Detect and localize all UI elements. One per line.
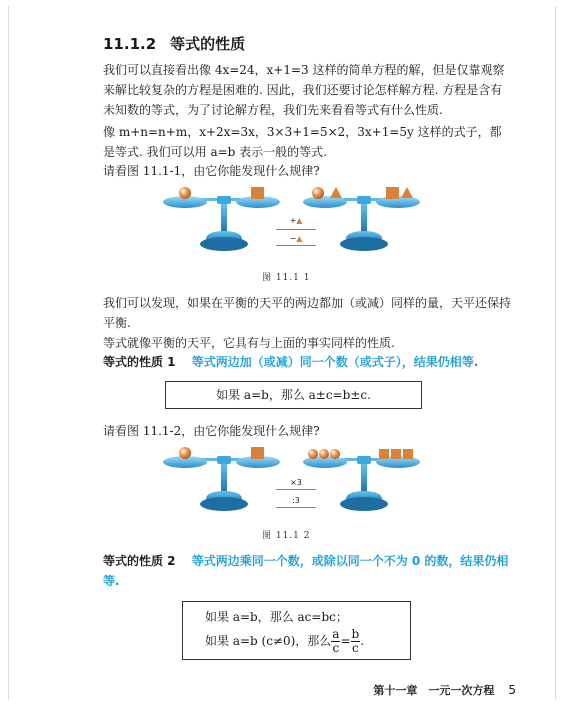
balance-right xyxy=(303,449,420,511)
section-title: 等式的性质 xyxy=(170,35,246,53)
section-heading xyxy=(103,33,245,54)
triangle-icon xyxy=(401,187,413,198)
formula-line-1: 如果 a=b，那么 ac=bc； xyxy=(205,610,348,624)
property-2-title: 等式的性质 2 xyxy=(103,554,176,568)
paragraph-6: 请看图 11.1-2，由它你能发现什么规律? xyxy=(103,424,320,438)
property-2 xyxy=(103,551,523,591)
ball-icon xyxy=(330,449,340,459)
property-1-formula-box: 如果 a=b，那么 a±c=b±c. xyxy=(165,381,422,409)
fraction-a-over-c: $\frac{a}{c}$ xyxy=(332,627,340,655)
property-1-title: 等式的性质 1 xyxy=(103,355,176,369)
balance-left xyxy=(163,447,280,511)
figure-1-caption: 图 11.1 1 xyxy=(262,273,311,283)
ball-icon xyxy=(308,449,318,459)
paragraph-3: 请看图 11.1-1，由它你能发现什么规律? xyxy=(103,164,320,178)
figure-1-line-top xyxy=(276,229,316,230)
chapter-label: 第十一章 一元一次方程 xyxy=(373,684,495,697)
paragraph-1: 我们可以直接看出像 4x=24，x+1=3 这样的简单方程的解，但是仅靠观察来解比较复杂的方程是困难的. 因此，我们还要讨论怎样解方程. 方程是含有未知数的等式，为了讨论解方程，我们先来看看等式有什么性质. xyxy=(103,63,505,117)
paragraph-4: 我们可以发现，如果在平衡的天平的两边都加（或减）同样的量，天平还保持平衡. xyxy=(103,296,512,330)
figure-1-add-label: +▲ xyxy=(289,216,303,225)
balance-left xyxy=(163,187,280,251)
section-number: 11.1.2 xyxy=(103,35,157,53)
figure-2-line-top xyxy=(276,489,316,490)
page-footer xyxy=(373,682,516,698)
fraction-b-over-c: $\frac{b}{c}$ xyxy=(351,627,360,655)
property-2-formula-box xyxy=(182,601,411,660)
cube-icon xyxy=(251,187,264,199)
ball-icon xyxy=(179,447,191,459)
ball-icon xyxy=(312,187,324,199)
cube-icon xyxy=(391,449,401,459)
ball-icon xyxy=(319,449,329,459)
figure-1-line-bottom xyxy=(276,245,316,246)
cube-icon xyxy=(403,449,413,459)
paragraph-2: 像 m+n=n+m，x+2x=3x，3×3+1=5×2，3x+1=5y 这样的式子，都是等式. 我们可以用 a=b 表示一般的等式. xyxy=(103,125,502,159)
figure-2-line-bottom xyxy=(276,507,316,508)
cube-icon xyxy=(379,449,389,459)
figure-1-sub-label: −▲ xyxy=(289,234,303,243)
figure-2-caption: 图 11.1 2 xyxy=(262,531,311,541)
cube-icon xyxy=(386,187,399,199)
triangle-icon xyxy=(330,187,342,198)
figure-2-mul-label: ×3 xyxy=(290,478,302,487)
ball-icon xyxy=(179,187,191,199)
balance-right xyxy=(303,187,420,251)
property-1-text: 等式两边加（或减）同一个数（或式子），结果仍相等. xyxy=(191,355,479,369)
formula-line-2: 如果 a=b (c≠0)，那么 $\frac{a}{c}$ = $\frac{b}{c}$ . xyxy=(205,627,365,655)
cube-icon xyxy=(251,447,264,459)
property-2-text: 等式两边乘同一个数，或除以同一个不为 0 的数，结果仍相等. xyxy=(103,554,509,588)
figure-2-div-label: :3 xyxy=(292,496,300,505)
page-number: 5 xyxy=(508,683,516,697)
property-1 xyxy=(103,353,478,370)
paragraph-5: 等式就像平衡的天平，它具有与上面的事实同样的性质. xyxy=(103,336,395,350)
